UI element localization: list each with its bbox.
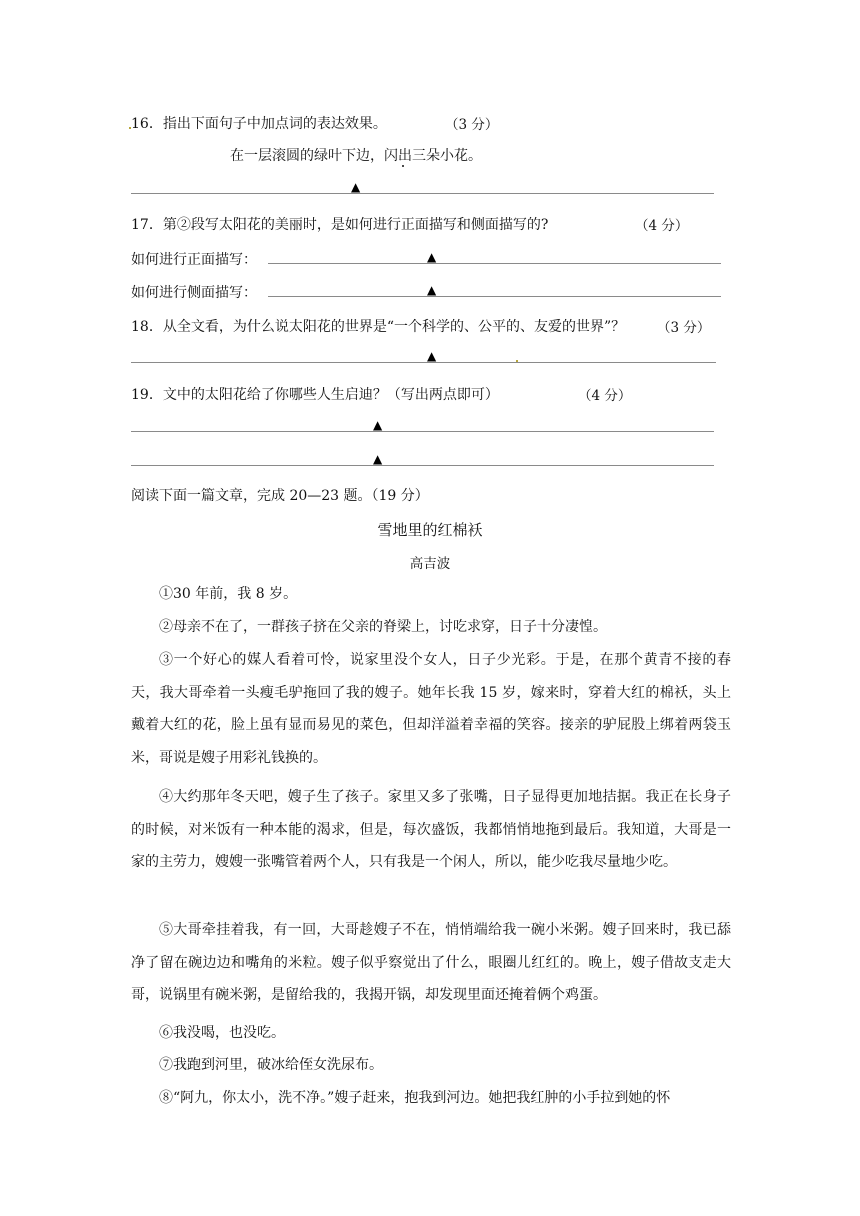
article-paragraph-5: ⑤大哥牵挂着我，有一回，大哥趁嫂子不在，悄悄端给我一碗小米粥。嫂子回来时，我已舔净了留在碗边边和嘴角的米粒。嫂子似乎察觉出了什么，眼圈儿红红的。晚上，嫂子借故支走大哥，说锅里有碗米粥，是留给我的，我揭开锅，却发现里面还掩着俩个鸡蛋。 <box>131 922 731 1004</box>
answer-marker-icon: ▲ <box>427 250 437 264</box>
answer-marker-icon: ▲ <box>373 418 383 432</box>
question-19-points: （4 分） <box>578 388 632 404</box>
question-18-points: （3 分） <box>657 320 711 336</box>
answer-marker-icon: ▲ <box>373 452 383 466</box>
article-paragraph-7: ⑦我跑到河里，破冰给侄女洗尿布。 <box>159 1057 383 1073</box>
article-title: 雪地里的红棉袄 <box>377 521 483 539</box>
side-description-label: 如何进行侧面描写： <box>131 285 257 301</box>
emphasis-dot <box>402 165 404 167</box>
answer-marker-icon: ▲ <box>427 283 437 297</box>
question-18: 18．从全文看，为什么说太阳花的世界是“一个科学的、公平的、友爱的世界”？ <box>131 319 626 335</box>
answer-marker-icon: ▲ <box>351 180 361 194</box>
article-paragraph-1: ①30 年前，我 8 岁。 <box>159 586 298 602</box>
question-16-points: （3 分） <box>445 117 499 133</box>
question-16-sentence: 在一层滚圆的绿叶下边，闪出三朵小花。 <box>230 148 482 164</box>
answer-line[interactable] <box>131 465 714 466</box>
front-description-label: 如何进行正面描写： <box>131 252 257 268</box>
article-paragraph-6: ⑥我没喝，也没吃。 <box>159 1025 285 1041</box>
article-paragraph-3: ③一个好心的媒人看着可怜，说家里没个女人，日子少光彩。于是，在那个黄青不接的春天，我大哥牵着一头瘦毛驴拖回了我的嫂子。她年长我 15 岁，嫁来时，穿着大红的棉袄，头上戴着大红的花，脸上虽有显而易见的菜色，但却洋溢着幸福的笑容。接亲的驴屁股上绑着两袋玉米，哥说是嫂子用彩礼钱换的。 <box>131 652 731 766</box>
question-16: 16．指出下面句子中加点词的表达效果。 <box>131 116 387 132</box>
article-paragraph-4: ④大约那年冬天吧，嫂子生了孩子。家里又多了张嘴，日子显得更加地拮据。我正在长身子的时候，对米饭有一种本能的渴求，但是，每次盛饭，我都悄悄地拖到最后。我知道，大哥是一家的主劳力，嫂嫂一张嘴管着两个人，只有我是一个闲人，所以，能少吃我尽量地少吃。 <box>131 789 731 871</box>
question-17-points: （4 分） <box>635 218 689 234</box>
article-paragraph-8: ⑧“阿九，你太小，洗不净。”嫂子赶来，抱我到河边。她把我红肿的小手拉到她的怀 <box>159 1090 671 1106</box>
answer-line[interactable] <box>268 296 721 297</box>
answer-line[interactable] <box>131 193 714 194</box>
answer-line[interactable] <box>131 431 714 432</box>
article-paragraph-2: ②母亲不在了，一群孩子挤在父亲的脊梁上，讨吃求穿，日子十分凄惶。 <box>159 619 607 635</box>
answer-marker-icon: ▲ <box>427 349 437 363</box>
question-17: 17．第②段写太阳花的美丽时，是如何进行正面描写和侧面描写的? <box>131 217 549 233</box>
question-19: 19．文中的太阳花给了你哪些人生启迪？（写出两点即可） <box>131 387 499 403</box>
answer-line[interactable] <box>131 362 716 363</box>
article-author: 高吉波 <box>409 556 451 572</box>
answer-line[interactable] <box>268 263 721 264</box>
reading-instruction: 阅读下面一篇文章，完成 20—23 题。（19 分） <box>131 488 429 504</box>
